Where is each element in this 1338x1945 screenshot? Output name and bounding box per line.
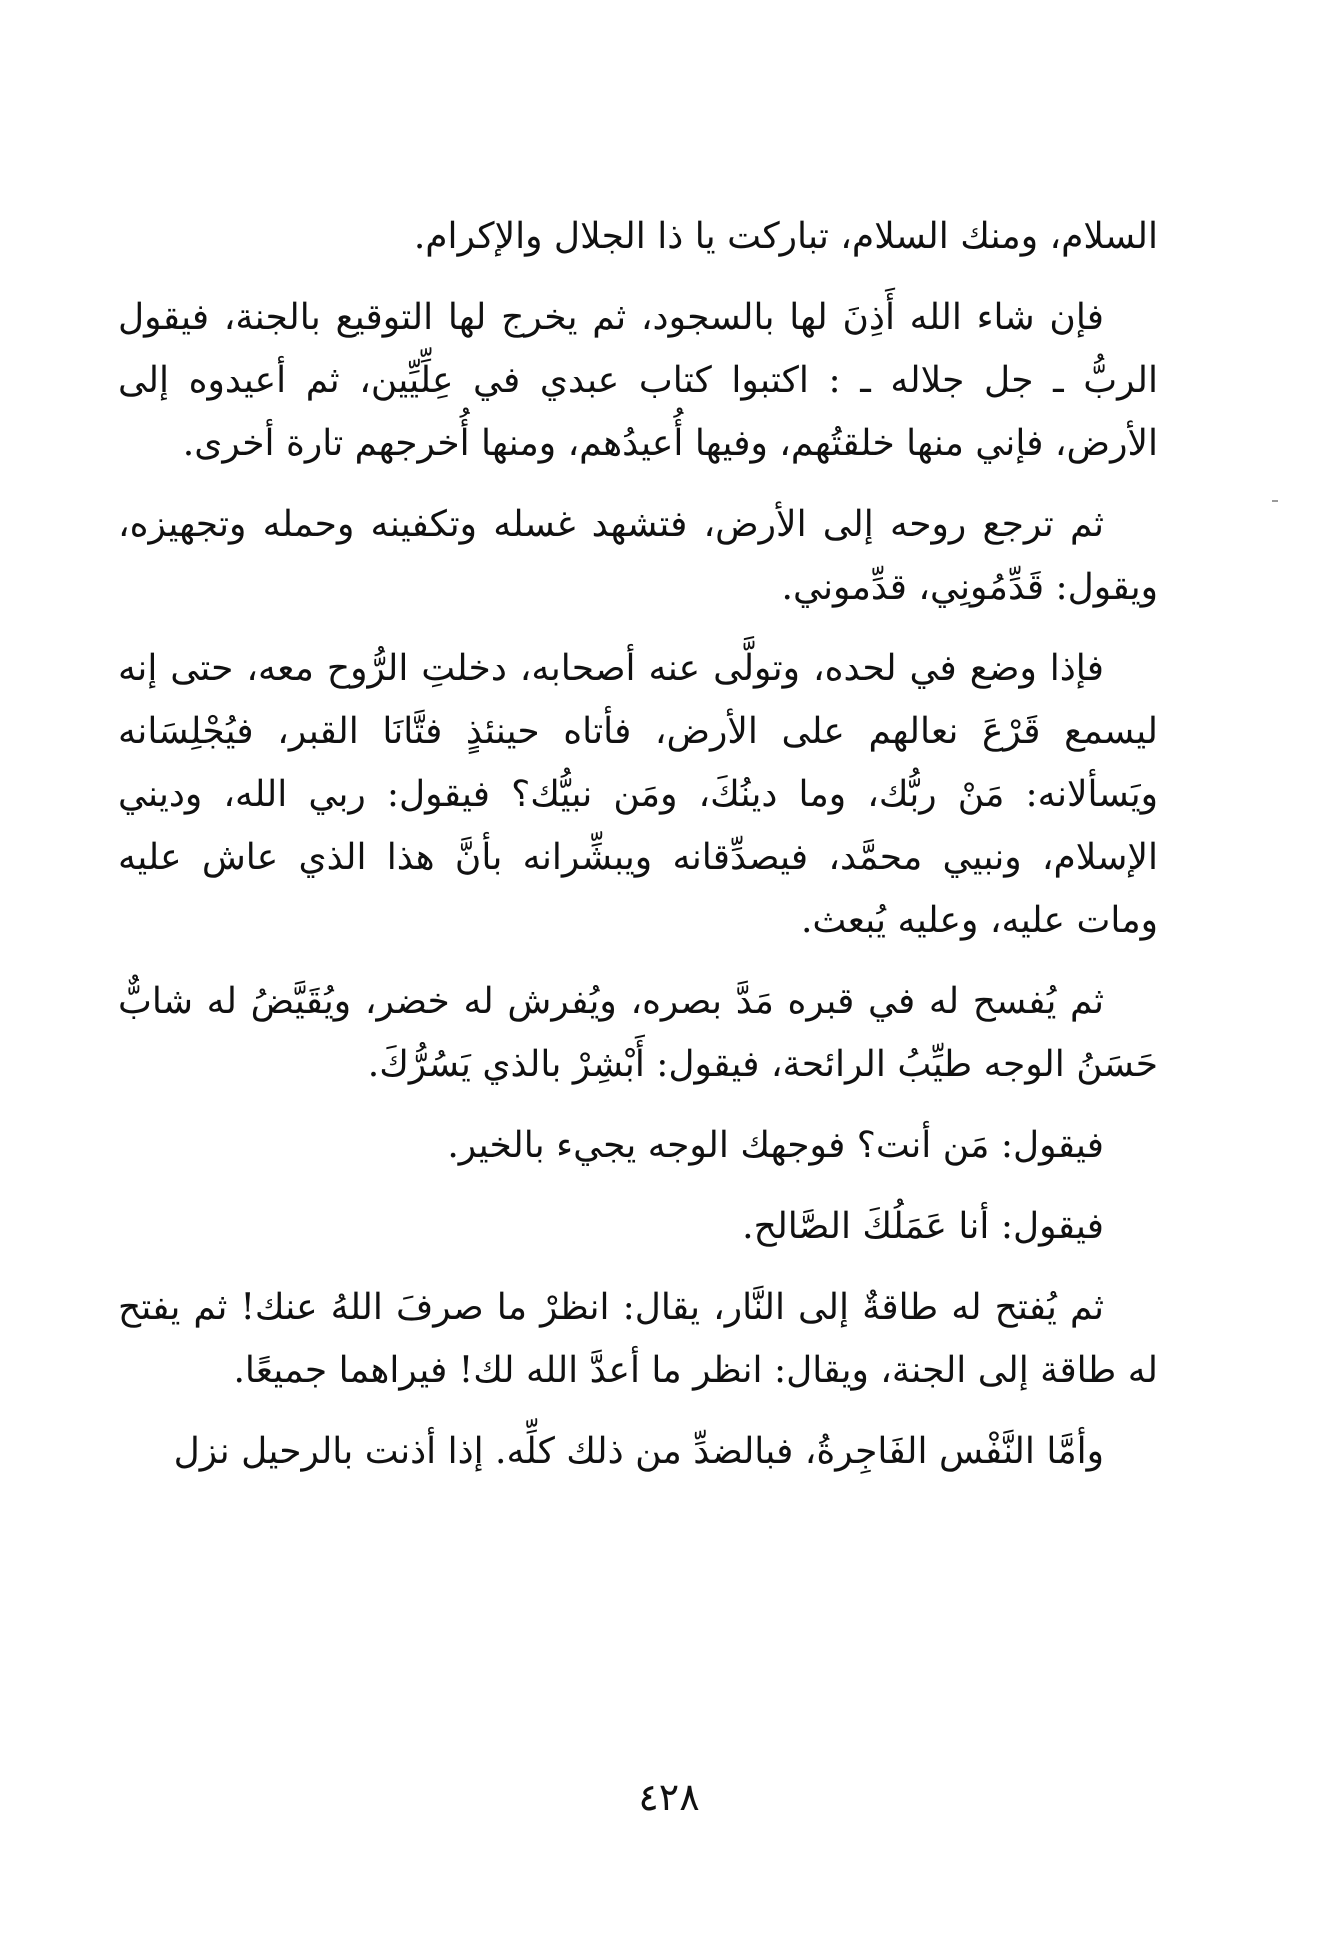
- paragraph-5: ثم يُفسح له في قبره مَدَّ بصره، ويُفرش له خضر، ويُقَيَّضُ له شابٌّ حَسَنُ الوجه طيِّبُ الرائحة، فيقول: أَبْشِرْ بالذي يَسُرُّكَ.: [118, 981, 1158, 1085]
- body-text: [118, 205, 1158, 1501]
- paragraph-8: ثم يُفتح له طاقةٌ إلى النَّار، يقال: انظرْ ما صرفَ اللهُ عنك! ثم يفتح له طاقة إلى الجنة، ويقال: انظر ما أعدَّ الله لك! فيراهما جميعًا.: [118, 1287, 1158, 1391]
- page-number: ٤٢٨: [638, 1775, 700, 1819]
- paragraph-9: وأمَّا النَّفْس الفَاجِرةُ، فبالضدِّ من ذلك كلِّه. إذا أذنت بالرحيل نزل: [173, 1431, 1104, 1472]
- paragraph-4: فإذا وضع في لحده، وتولَّى عنه أصحابه، دخلتِ الرُّوح معه، حتى إنه ليسمع قَرْعَ نعالهم على الأرض، فأتاه حينئذٍ فتَّانَا القبر، فيُجْلِسَانه ويَسألانه: مَنْ ربُّك، وما دينُكَ، ومَن نبيُّك؟ فيقول: ربي الله، وديني الإسلام، ونبيي محمَّد، فيصدِّقانه ويبشِّرانه بأنَّ هذا الذي عاش عليه ومات عليه، وعليه يُبعث.: [118, 648, 1158, 941]
- paragraph-3: ثم ترجع روحه إلى الأرض، فتشهد غسله وتكفينه وحمله وتجهيزه، ويقول: قَدِّمُونِي، قدِّموني.: [118, 504, 1158, 608]
- paragraph-2: فإن شاء الله أَذِنَ لها بالسجود، ثم يخرج لها التوقيع بالجنة، فيقول الربُّ ـ جل جلاله ـ : اكتبوا كتاب عبدي في عِلِّيِّين، ثم أعيدوه إلى الأرض، فإني منها خلقتُهم، وفيها أُعيدُهم، ومنها أُخرجهم تارة أخرى.: [118, 297, 1158, 464]
- margin-mark: [1272, 500, 1278, 502]
- paragraph-1: السلام، ومنك السلام، تباركت يا ذا الجلال والإكرام.: [413, 216, 1158, 257]
- paragraph-7: فيقول: أنا عَمَلُكَ الصَّالح.: [742, 1206, 1104, 1247]
- paragraph-6: فيقول: مَن أنت؟ فوجهك الوجه يجيء بالخير.: [447, 1125, 1104, 1166]
